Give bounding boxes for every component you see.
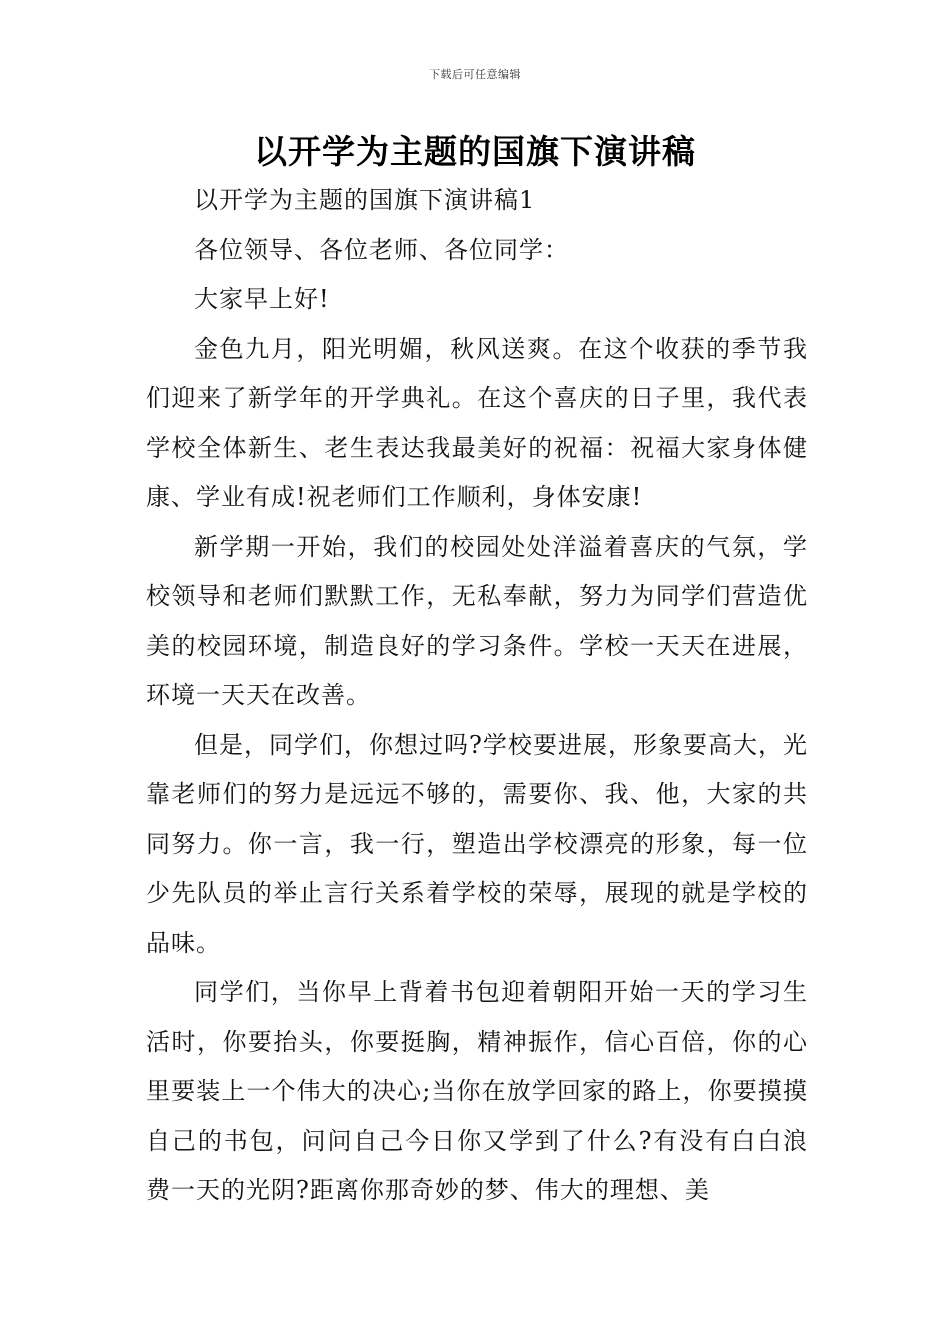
greeting: 大家早上好!: [194, 285, 330, 313]
paragraph: 新学期一开始，我们的校园处处洋溢着喜庆的气氛，学校领导和老师们默默工作，无私奉献，努力为同学们营造优美的校园环境，制造良好的学习条件。学校一天天在进展，环境一天天在改善。: [146, 532, 808, 709]
page-title: 以开学为主题的国旗下演讲稿: [254, 132, 696, 171]
paragraph: 同学们，当你早上背着书包迎着朝阳开始一天的学习生活时，你要抬头，你要挺胸，精神振作，信心百倍，你的心里要装上一个伟大的决心;当你在放学回家的路上，你要摸摸自己的书包，问问自己今日你又学到了什么?有没有白白浪费一天的光阴?距离你那奇妙的梦、伟大的理想、美: [146, 978, 808, 1204]
header-note: 下载后可任意编辑: [429, 68, 521, 81]
paragraph: 金色九月，阳光明媚，秋风送爽。在这个收获的季节我们迎来了新学年的开学典礼。在这个喜庆的日子里，我代表学校全体新生、老生表达我最美好的祝福：祝福大家身体健康、学业有成!祝老师们工作顺利，身体安康!: [146, 334, 808, 511]
paragraph: 但是，同学们，你想过吗?学校要进展，形象要高大，光靠老师们的努力是远远不够的，需要你、我、他，大家的共同努力。你一言，我一行，塑造出学校漂亮的形象，每一位少先队员的举止言行关系着学校的荣辱，展现的就是学校的品味。: [146, 730, 808, 957]
document-body: [146, 176, 808, 1216]
subtitle-line: 以开学为主题的国旗下演讲稿1: [194, 186, 536, 214]
salutation: 各位领导、各位老师、各位同学：: [194, 235, 569, 264]
